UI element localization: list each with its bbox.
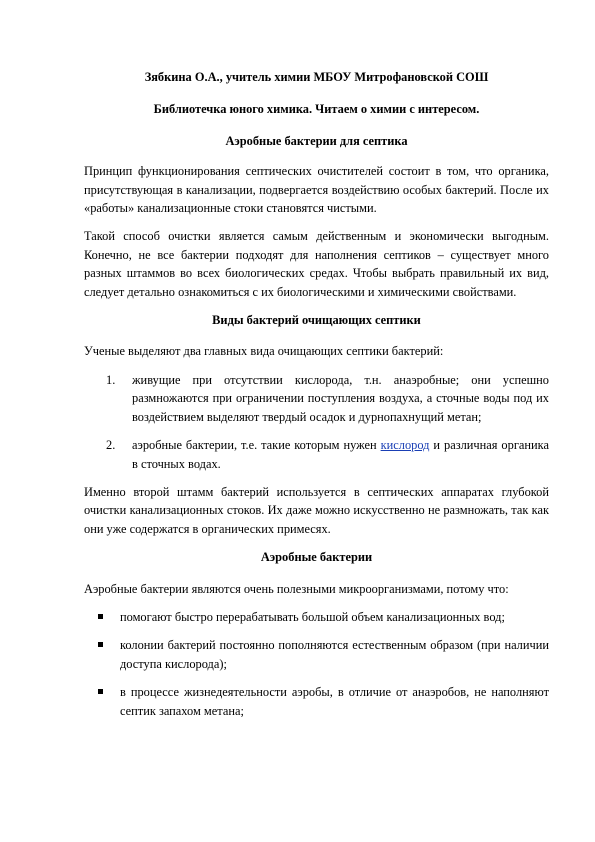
list-item: [120, 683, 549, 720]
author-line: Зябкина О.А., учитель химии МБОУ Митрофановской СОШ: [144, 70, 489, 84]
square-bullet-icon: [98, 642, 103, 647]
list-item: [106, 436, 549, 473]
section-heading-types: Виды бактерий очищающих септики: [212, 313, 421, 328]
square-bullet-icon: [98, 689, 103, 694]
oxygen-link[interactable]: кислород: [380, 438, 430, 453]
section-heading-aerobic: Аэробные бактерии: [260, 550, 373, 565]
list-item-text: живущие при отсутствии кислорода, т.н. анаэробные; они успешно размножаются при ограничении поступления воздуха, а сточные воды под их воздействием выделяют твердый осадок и дурнопахнущий метан;: [132, 372, 549, 424]
document-title: Аэробные бактерии для септика: [225, 133, 408, 148]
types-lead: Ученые выделяют два главных вида очищающих септики бактерий:: [84, 344, 444, 359]
list-item-text: в процессе жизнедеятельности аэробы, в отличие от анаэробов, не наполняют септик запахом метана;: [120, 685, 549, 718]
list-item: [106, 371, 549, 426]
list-item-text-after-link: и различная органика в сточных водах.: [132, 438, 549, 471]
list-item: [120, 608, 549, 626]
bacteria-types-list: [84, 371, 549, 473]
intro-paragraph-1: Принцип функционирования септических очистителей состоит в том, что органика, присутствующая в канализации, подвергается воздействию особых бактерий. После их «работы» канализационные стоки становятся чистыми.: [84, 164, 549, 216]
intro-paragraph-2: Такой способ очистки является самым действенным и экономически выгодным. Конечно, не все бактерии подходят для наполнения септиков – существует много разных штаммов во всех биологических средах. Чтобы выбрать правильный их вид, следует детально ознакомиться с их биологическими и химическими свойствами.: [84, 229, 549, 299]
list-marker: 1.: [106, 372, 116, 387]
list-marker: 2.: [106, 438, 116, 453]
list-item-text: колонии бактерий постоянно пополняются естественным образом (при наличии доступа кислорода);: [120, 638, 549, 671]
types-after-paragraph: Именно второй штамм бактерий используется в септических аппаратах глубокой очистки канализационных стоков. Их даже можно искусственно не размножать, так как они уже содержатся в органических примесях.: [84, 484, 549, 536]
aerobic-lead: Аэробные бактерии являются очень полезными микроорганизмами, потому что:: [84, 581, 509, 596]
aerobic-benefits-list: [84, 608, 549, 720]
list-item-text-before-link: аэробные бактерии, т.е. такие которым нужен: [132, 438, 381, 453]
series-title: Библиотечка юного химика. Читаем о химии с интересом.: [153, 102, 480, 117]
square-bullet-icon: [98, 614, 103, 619]
list-item: [120, 636, 549, 673]
list-item-text: помогают быстро перерабатывать большой объем канализационных вод;: [120, 609, 505, 624]
